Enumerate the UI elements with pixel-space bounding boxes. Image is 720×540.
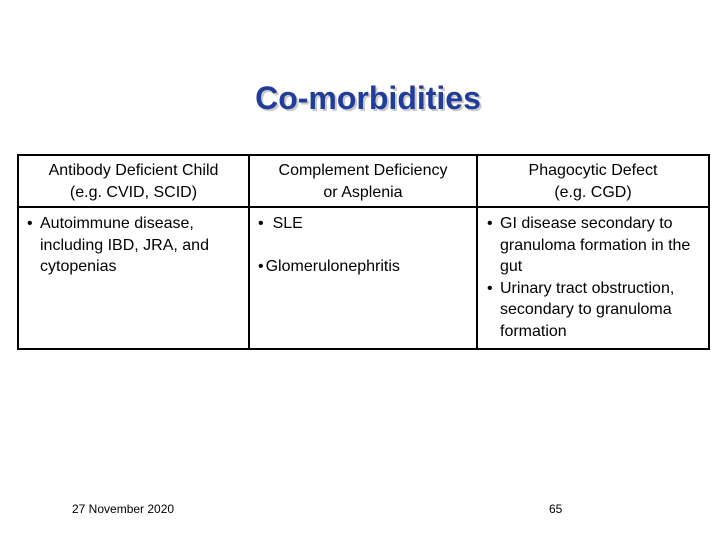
cell-complement-deficiency xyxy=(249,207,477,349)
comorbidities-table xyxy=(17,154,710,350)
header-complement-deficiency xyxy=(249,155,477,207)
header-line: (e.g. CGD) xyxy=(554,184,632,201)
list-item xyxy=(478,213,708,278)
header-line: or Asplenia xyxy=(323,184,403,201)
bullet-list xyxy=(19,213,248,278)
table-body-row xyxy=(18,207,709,349)
cell-antibody-deficient xyxy=(18,207,249,349)
page-number: 65 xyxy=(549,502,563,516)
header-line: (e.g. CVID, SCID) xyxy=(69,184,198,201)
list-item-text: GI disease secondary to granuloma formation in the gut xyxy=(500,215,691,275)
list-item xyxy=(258,213,476,235)
list-item-text: Glomerulonephritis xyxy=(265,257,400,275)
list-item xyxy=(478,278,708,343)
list-item xyxy=(258,256,476,278)
list-item-text: SLE xyxy=(272,215,303,232)
header-antibody-deficient xyxy=(18,155,249,207)
slide-title: Co-morbidities xyxy=(255,80,481,116)
header-line: Phagocytic Defect xyxy=(528,162,658,179)
header-line: Antibody Deficient Child xyxy=(48,162,219,179)
header-line: Complement Deficiency xyxy=(278,162,448,179)
list-item-text: Urinary tract obstruction, secondary to granuloma formation xyxy=(500,279,675,340)
bullet-marker: • xyxy=(258,257,264,275)
bullet-list xyxy=(478,213,708,342)
table-header-row xyxy=(18,155,709,207)
cell-phagocytic-defect xyxy=(477,207,709,349)
bullet-marker: • xyxy=(27,215,33,232)
bullet-list xyxy=(258,213,476,277)
bullet-marker: • xyxy=(487,215,493,232)
bullet-marker: • xyxy=(258,215,264,232)
list-item-text: Autoimmune disease, including IBD, JRA, and cytopenias xyxy=(40,215,209,275)
bullet-marker: • xyxy=(487,279,493,297)
header-phagocytic-defect xyxy=(477,155,709,207)
list-item xyxy=(19,213,248,278)
footer-date: 27 November 2020 xyxy=(72,502,175,516)
